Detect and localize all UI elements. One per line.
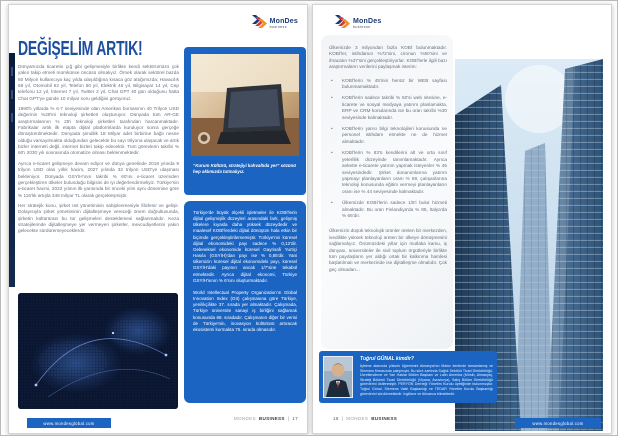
logo-name: MonDes <box>353 18 382 26</box>
bullet-text: KOBİ'lerin % 83'ü kendilerini alt ve orta sınıf yeterlilik düzeyinde tanımlamaktadır. Ayrıca ankette e-ticarete yatırım yapmak isteyenler % 46 seviyesindedir. Şirket donanımlarına yatırım yapmayı planlayanların oranı % 59, çalışanlarına teknoloji konusunda eğitim vermeyi planlayanların oranı ise % 44 seviyesinde kalmaktadır. <box>342 150 447 194</box>
panel-paragraph: World Intellectual Property Organization'ın Global Innovation Index (GII) çalışmasına göre Türkiye, yenilikçilikte 37. sırada yer almaktadır. Çalışmada, Türkiye üniversite sanayi iş birliğini sağlamak konusunda 68. sıradadır. Çalışmanın diğer bir verisi de Türkiye'nin, inovasyon kültürünü artıracak ekosistemi kurmakta 75. sırada olmasıdır. <box>193 289 297 332</box>
article-title: DEĞİŞELİM ARTIK! <box>18 38 143 60</box>
left-page-footer <box>234 416 298 421</box>
bullet-marker: • <box>331 126 333 132</box>
page-number: 18 <box>333 416 339 421</box>
network-map-image <box>18 293 178 409</box>
website-link[interactable]: www.mondesglobal.com <box>515 418 601 428</box>
bullet-item <box>329 150 447 195</box>
right-page <box>312 4 612 434</box>
bullet-item <box>329 78 447 91</box>
article-body-column <box>18 64 179 239</box>
page-edge-strip <box>9 53 15 287</box>
bullet-text: KOBİ'lerin sadece takribi % 50'si web sitesine, e-ticarete ve sosyal medyaya yatırım planlamakta, ERP ve CRM konularında ise bu oran takribi %30 seviyesinde kalmaktadır. <box>342 95 447 120</box>
laptop-photo-image <box>191 54 299 156</box>
footer-separator: | <box>341 416 344 421</box>
bullet-text: Ülkemizde KOBİ'lerin sadece 1/5'i bulut hizmeti almaktadır. Bu oran Finlandiya'da % 85, İtalya'da % 66'dır. <box>342 200 447 218</box>
photo-panel <box>184 47 306 195</box>
closing-paragraph: Ülkemizin düşük teknolojik ürünler üreten bir merkezden, ivedilikle yüksek teknoloji üreten bir ülkeye dönüşmesini sağlamalıyız. Önümüzdeki yıllar için mutlaka kamu, iş dünyası, üniversiteler ile sivil toplum örgütleriyle birlikte tüm paydaşların yer aldığı ortak bir kalkınma hamlesi başlatılmalı ve merkezinde ise dijitalleşme olmalıdır. Çok geç olmadan... <box>329 228 447 272</box>
footer-brand-light: MONDES <box>346 416 369 421</box>
logo-name: MonDes <box>269 18 298 26</box>
website-link[interactable]: www.mondesglobal.com <box>27 418 111 428</box>
footer-separator: | <box>287 416 290 421</box>
bullet-marker: • <box>331 200 333 206</box>
body-paragraph: 1990'lı yıllarda % 6-7 seviyesinde olan Amerikan borsasının 40 Trilyon USD değerinin %28'ini teknoloji şirketleri oluşturuyor. Dünyada tüm AR-GE araştırmalarının % 25'i teknoloji şirketleri tarafından harcanmaktadır. Fabrikalar artık ilk etapta dijital platformlarda kuruluyor sonra gerçeğe dönüştürülmektedir. Dünyada şimdilik 18 Milyar adet birbirine bağlı nesne olduğu varsayılmakta olduğundan gelecekte bu sayı trilyona ulaşacak ve artık bizler interneti değil, internet bizleri takip edecektir. Tüm görevlerin takribi % 60'ı 2030 yılı sonrasında otomatize olması beklenmektedir. <box>18 106 179 156</box>
bullet-item <box>329 95 447 121</box>
bullet-marker: • <box>331 95 333 101</box>
mondes-logo-icon <box>252 15 267 33</box>
author-bio-box <box>319 351 497 403</box>
mondes-logo <box>252 15 298 33</box>
article-body-column <box>329 45 447 273</box>
footer-brand-light: MONDES <box>233 416 256 421</box>
logo-subtitle: business <box>353 25 371 30</box>
bio-text: İşletme alanında yüksek öğrenimini Almanya'nın Mainz kentinde tamamlamış ve Siemens firmasında çalışmıştır. Bu süre zarfında Sağlık Sektörü Ticari Direktörlüğü, Ücretlendirme ve Yan Haklar Bölüm Başkanı ve Latin Amerika (Münih, Almanya), Strateji Bölümü Ticari Direktörlüğü (Viyana, Avusturya), Satış Bölüm Direktörlüğü görevlerini üstlenmiştir. PERYÖN Derneği Yönetim Kurulu üyeliğinde bulunmuştur. Tuğrul Günal, Siemens Vakfı Başkanlığı ve TEDAR Yönetim Kurulu Başkanlığı görevlerini sürdürmektedir. İngilizce ve Almanca bilmektedir. <box>360 364 493 396</box>
author-photo <box>323 356 353 398</box>
panel-paragraph: Türkiye'de büyük ölçekli işletmeler ile KOBİ'lerin dijital gelişmişlik düzeyleri arasındaki fark, gelişmiş ülkelere kıyasla daha yüksek düzeydedir ve maalesef KOBİ'lerdeki dijital dönüşüm hala etkin bir biçimde gerçekleştirilememiştir. Türkiye'nin küresel dijital ekonomideki payı sadece % 0,12'dir. Geleneksel ekonomide küresel Gayrisafi Yurtiçi Hasıla (GSYİH)'dan payı ise % 0,85'dir. Yani ülkemizin küresel dijital ekonomideki payı, küresel GSYİH'daki payının ancak 1/7'sine tekabül etmektedir. Ayrıca dijital ekonomi, Türkiye GSYİH'sının % 6'sını oluşturmaktadır. <box>193 210 297 283</box>
bullet-item <box>329 200 447 219</box>
bullet-marker: • <box>331 150 333 156</box>
left-page <box>8 4 308 434</box>
right-page-footer <box>333 416 397 421</box>
mondes-logo-icon <box>335 15 350 33</box>
body-paragraph: Her stratejik konu, şirket üst yönetiminin sahiplenmesiyle filizlenir ve gelişir. Dolayısıyla şirket yönetiminin dijitalleşmeye vereceği önem doğrultusunda, şirketin kültürünün bu tür gelişmeleri desteklemesi sağlanmalıdır. Keza stratejilerinde dijitalleşmeye yer vermeyen şirketler, mevcudiyetlerini yakın gelecekte sürdüremeyeceklerdir. <box>18 202 179 234</box>
logo-subtitle: business <box>269 25 287 30</box>
intro-paragraph: Ülkemizde 3 milyondan fazla KOBİ bulunmaktadır. KOBİ'ler, istihdamın %72'sini, cironun %50'sini ve ihracatın %37'sini gerçekleştiriyorlar. KOBİ'lerle ilgili bazı araştırmaların verilerini paylaşmak isterim: <box>329 45 447 70</box>
bio-heading: Tuğrul GÜNAL kimdir? <box>360 356 414 362</box>
footer-brand-bold: BUSINESS <box>258 416 285 421</box>
bullet-text: KOBİ'lerin yarısı bilgi teknolojileri konusunda ne personel istihdam etmekte ne de hizmet almaktadır. <box>342 126 447 144</box>
bullet-text: KOBİ'lerin % 45'inin henüz bir WEB sayfası bulunmamaktadır. <box>342 77 447 90</box>
mondes-logo <box>335 15 381 33</box>
bullet-item <box>329 126 447 145</box>
footer-brand-bold: BUSINESS <box>371 416 398 421</box>
body-paragraph: Dünyamızda ticaretin çığ gibi gelişmesiyle birlikte kendi sektörümüzü çok yakın takip etmeli mümkünse öncüsü olmalıyız. Örnek olarak sektörel bazda 50 Milyon kullanıcıya kaç yılda ulaşıldığına kısaca göz attığımızda; Havacılık 68 yıl, Otomobil 62 yıl, Telefon 50 yıl, Elektrik 46 yıl, Bilgisayar 14 yıl, Cep telefonu 12 yıl, İnternet 7 yıl, Twitter 2 yıl, Chat GPT 40 gün olduğunu hatta Chat GPT'ye günde 10 milyar soru geldiğini görüyoruz. <box>18 64 179 101</box>
page-number: 17 <box>292 416 298 421</box>
bullet-marker: • <box>331 77 333 83</box>
photo-caption: “Kurum Kültürü, stratejiyi kahvaltıda yer” sözünü hep aklımızda tutmalıyız. <box>193 163 296 174</box>
body-paragraph: Ayrıca e-ticaret gelişmeye devam ediyor ve dünya genelinde 2018 yılında 9 trilyon USD olan yıllık hacim, 2027 yılında 32 trilyon USD'ye ulaşması bekleniyor. Dünyada GSYİH'ının takribi % 60'ını e-ticaret üzerinden gerçekleştiren ülkeler bulunduğu bilgisini de iyi değerlendirmeliyiz. Türkiye'nin e-ticaret hacmi, 2022 yılının ilk yarısında bir önceki yılın aynı dönemine göre % 116'lık artışla 348 milyar TL olarak gerçekleşmiştir. <box>18 160 179 198</box>
highlight-panel <box>184 201 306 403</box>
